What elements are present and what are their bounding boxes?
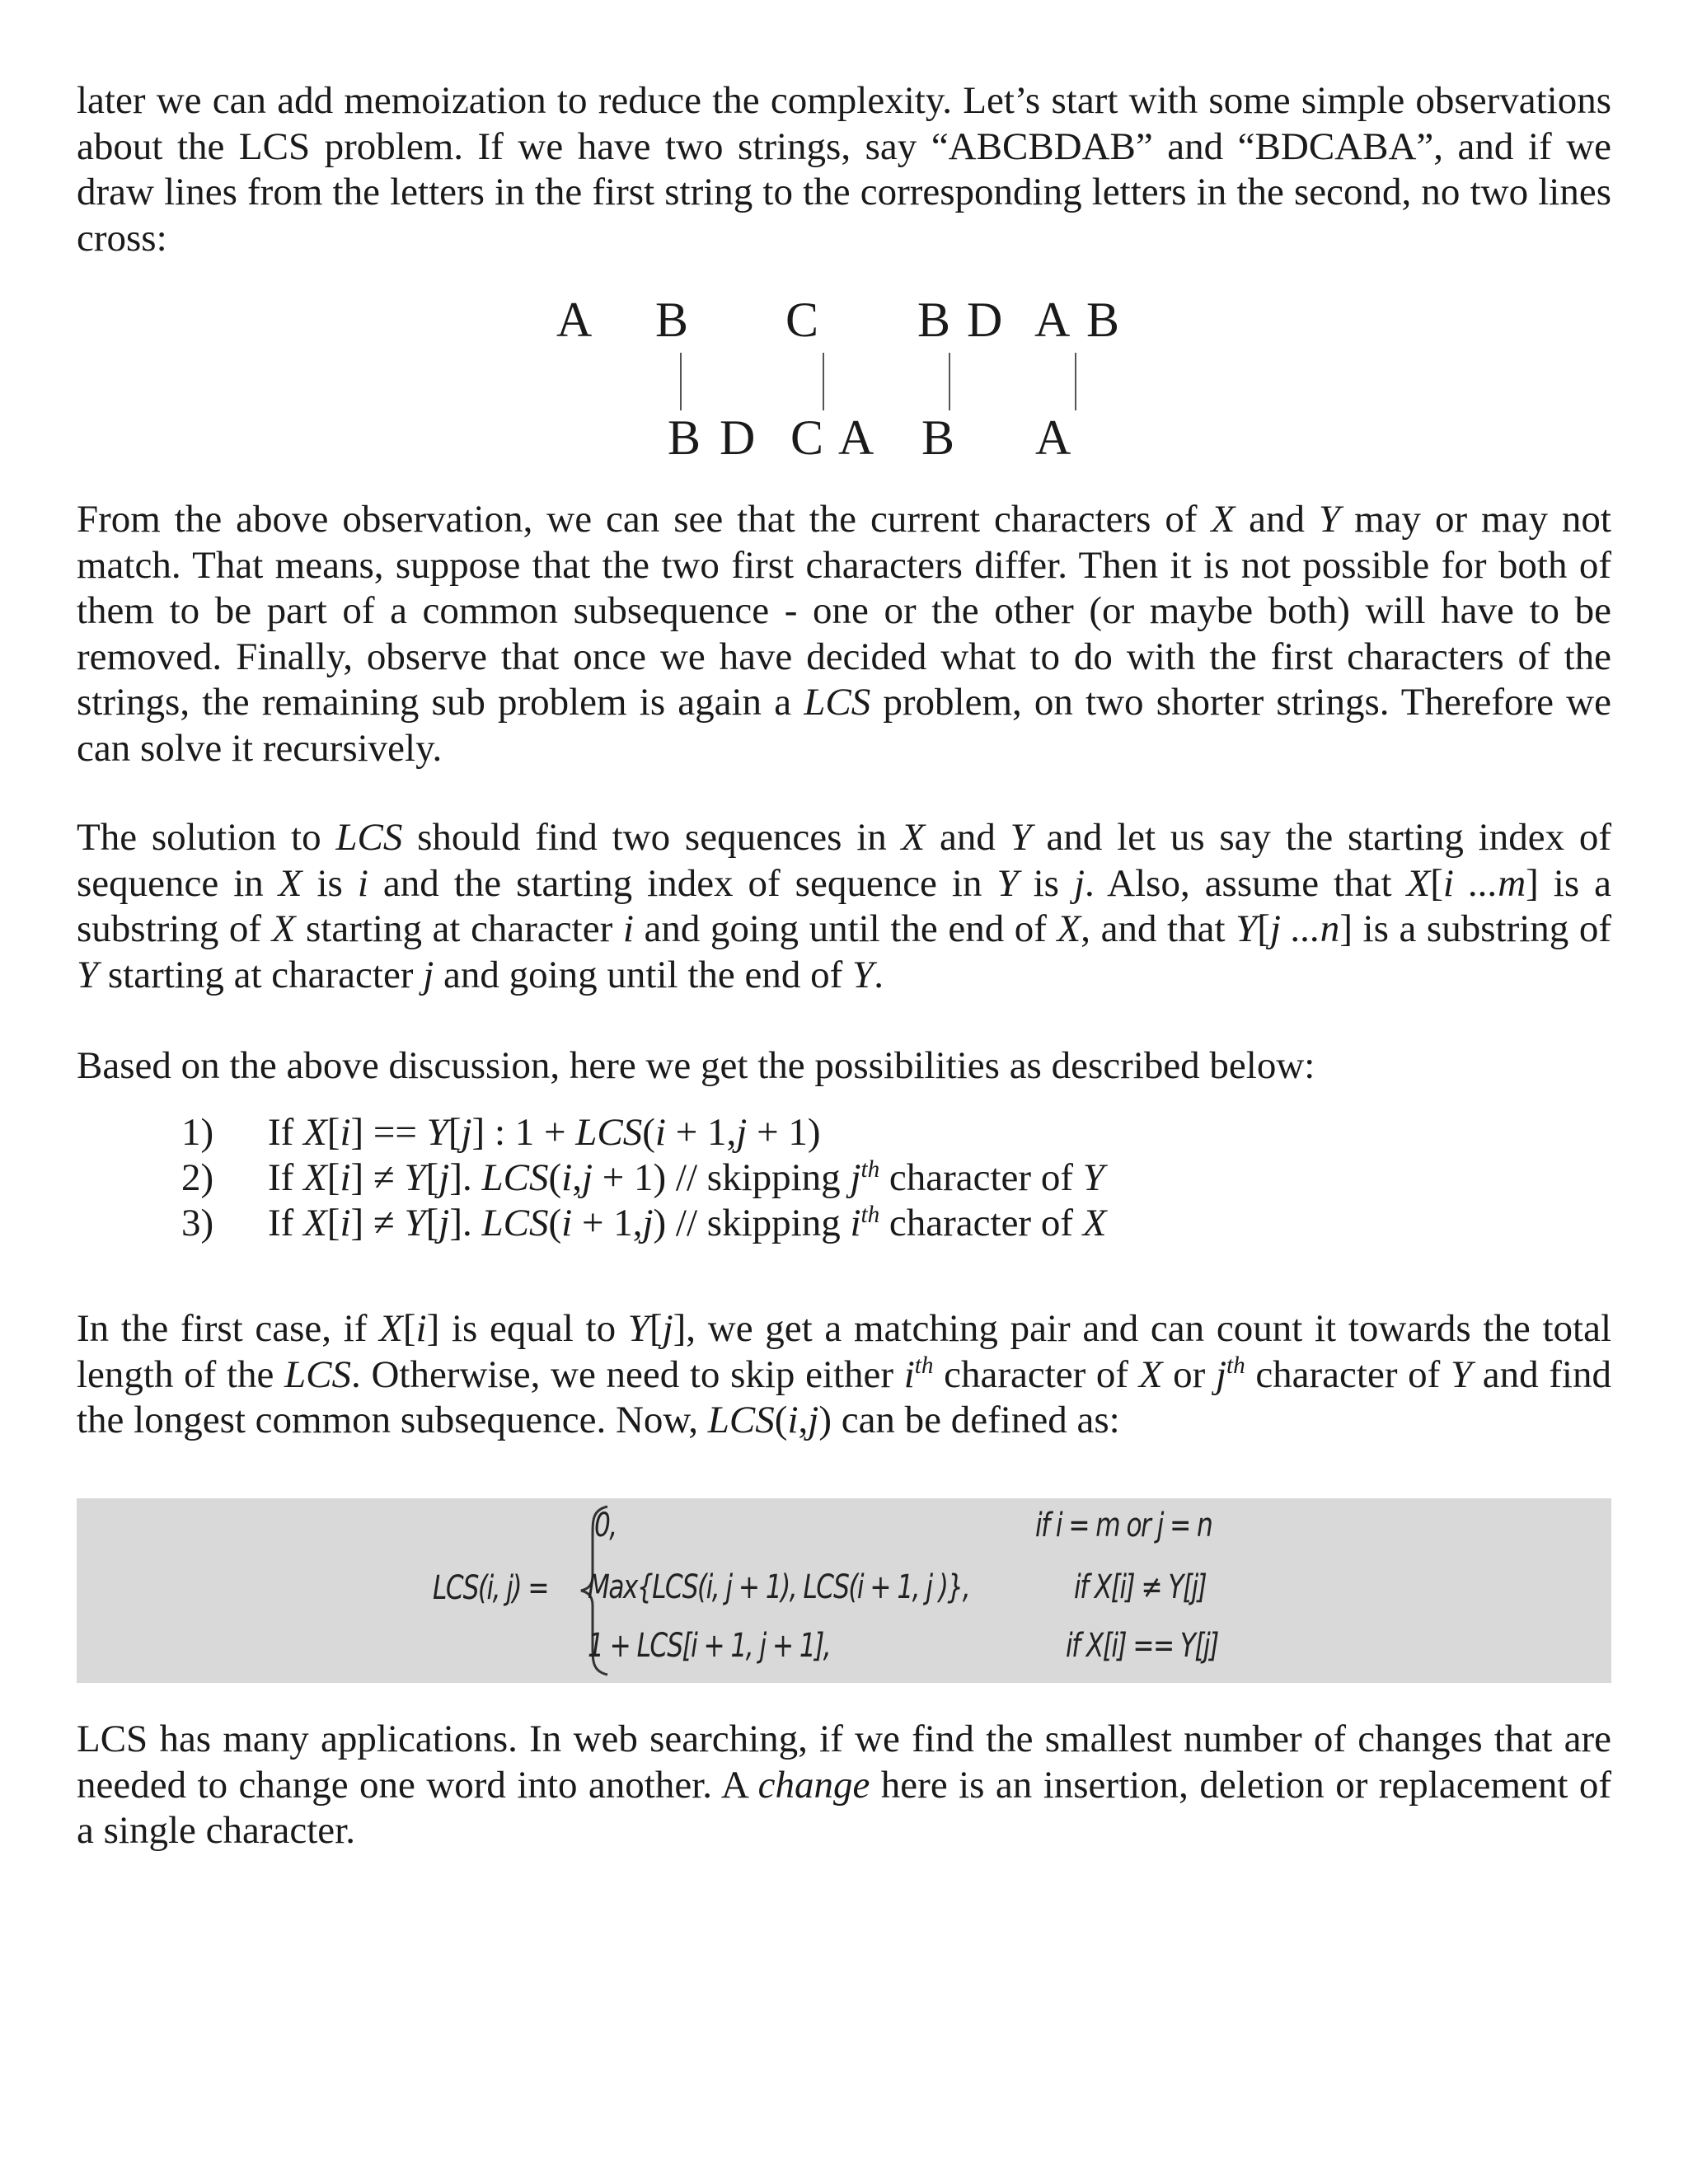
paragraph-observation: From the above observation, we can see that the current characters of X and Y may or may not match. That means, suppose that the two first characters differ. Then it is not possible for both of them to be part of a common subsequence - one or the other (or maybe both) will have to be removed. Finally, observe that once we have decided what to do with the first characters of the strings, the remaining sub problem is again a LCS problem, on two shorter strings. Therefore we can solve it recursively. [77,498,1611,770]
text-line: lines cross: [77,171,1611,260]
paragraph-applications: LCS has many applications. In web searching, if we find the smallest number of changes that are needed to change one word into another. A change here is an insertion, deletion or replacement of a single character. [77,1718,1612,1852]
diagram-bottom-letter: B [921,410,955,465]
diagram-bottom-letter: A [838,410,874,465]
diagram-bottom-letter: C [790,410,824,465]
list-item: 2) If X[i] ≠ Y[j]. LCS(i,j + 1) // skipping $j^{th}$ character of Y [181,1155,1104,1199]
formula-case-1: 0, [594,1507,617,1544]
match-line [949,353,950,410]
diagram-bottom-letter: B [668,410,701,465]
text-line: about the LCS problem. If we have two strings, say “ABCBDAB” and “BDCABA”, and if we [77,124,1611,168]
formula-condition-1: if i = m or j = n [1035,1507,1212,1544]
match-line [1075,353,1076,410]
formula-lhs: LCS(i, j) = [433,1569,548,1607]
diagram-bottom-letter: D [720,410,756,465]
formula-case-3: 1 + LCS[i + 1, j + 1], [588,1627,831,1665]
diagram-bottom-letter: A [1035,410,1071,465]
lcs-recurrence-formula [77,1498,1611,1683]
diagram-top-letter: C [785,293,819,347]
diagram-top-letter: B [917,293,951,347]
paragraph-first-case: In the first case, if X[i] is equal to Y[j], we get a matching pair and can count it towards the total length of the LCS. Otherwise, we need to skip either $i^{th}$ character of X or $j^{th}$ character of Y and find the longest common subsequence. Now, LCS(i,j) can be defined as: [77,1307,1611,1441]
formula-condition-3: if X[i] == Y[j] [1066,1627,1218,1665]
diagram-top-letter: B [1086,293,1120,347]
paragraph-possibilities: Based on the above discussion, here we get the possibilities as described below: [77,1044,1315,1087]
paragraph-solution: The solution to LCS should find two sequences in X and Y and let us say the starting index of sequence in X is i and the starting index of sequence in Y is j. Also, assume that X[i ...m] is a substring of X starting at character i and going until the end of X, and that Y[j ...n] is a substring of Y starting at character j and going until the end of Y. [77,816,1612,996]
paragraph-intro [77,78,1611,261]
list-item: 1) If X[i] == Y[j] : 1 + LCS(i + 1,j + 1) [181,1111,821,1154]
diagram-top-letter: B [655,293,689,347]
diagram-top-letter: A [1034,293,1071,347]
match-line [680,353,682,410]
list-item: 3) If X[i] ≠ Y[j]. LCS(i + 1,j) // skipping $i^{th}$ character of X [181,1201,1107,1244]
diagram-top-letter: A [556,293,593,347]
formula-case-2: Max{LCS(i, j + 1), LCS(i + 1, j )}, [588,1568,970,1606]
formula-condition-2: if X[i] ≠ Y[j] [1074,1568,1207,1606]
diagram-top-letter: D [967,293,1003,347]
text-line: draw lines from the letters in the first string to the corresponding letters in the second, no two [77,171,1539,213]
match-line [823,353,824,410]
text-line: later we can add memoization to reduce the complexity. Let’s start with some simple observations [77,79,1611,122]
